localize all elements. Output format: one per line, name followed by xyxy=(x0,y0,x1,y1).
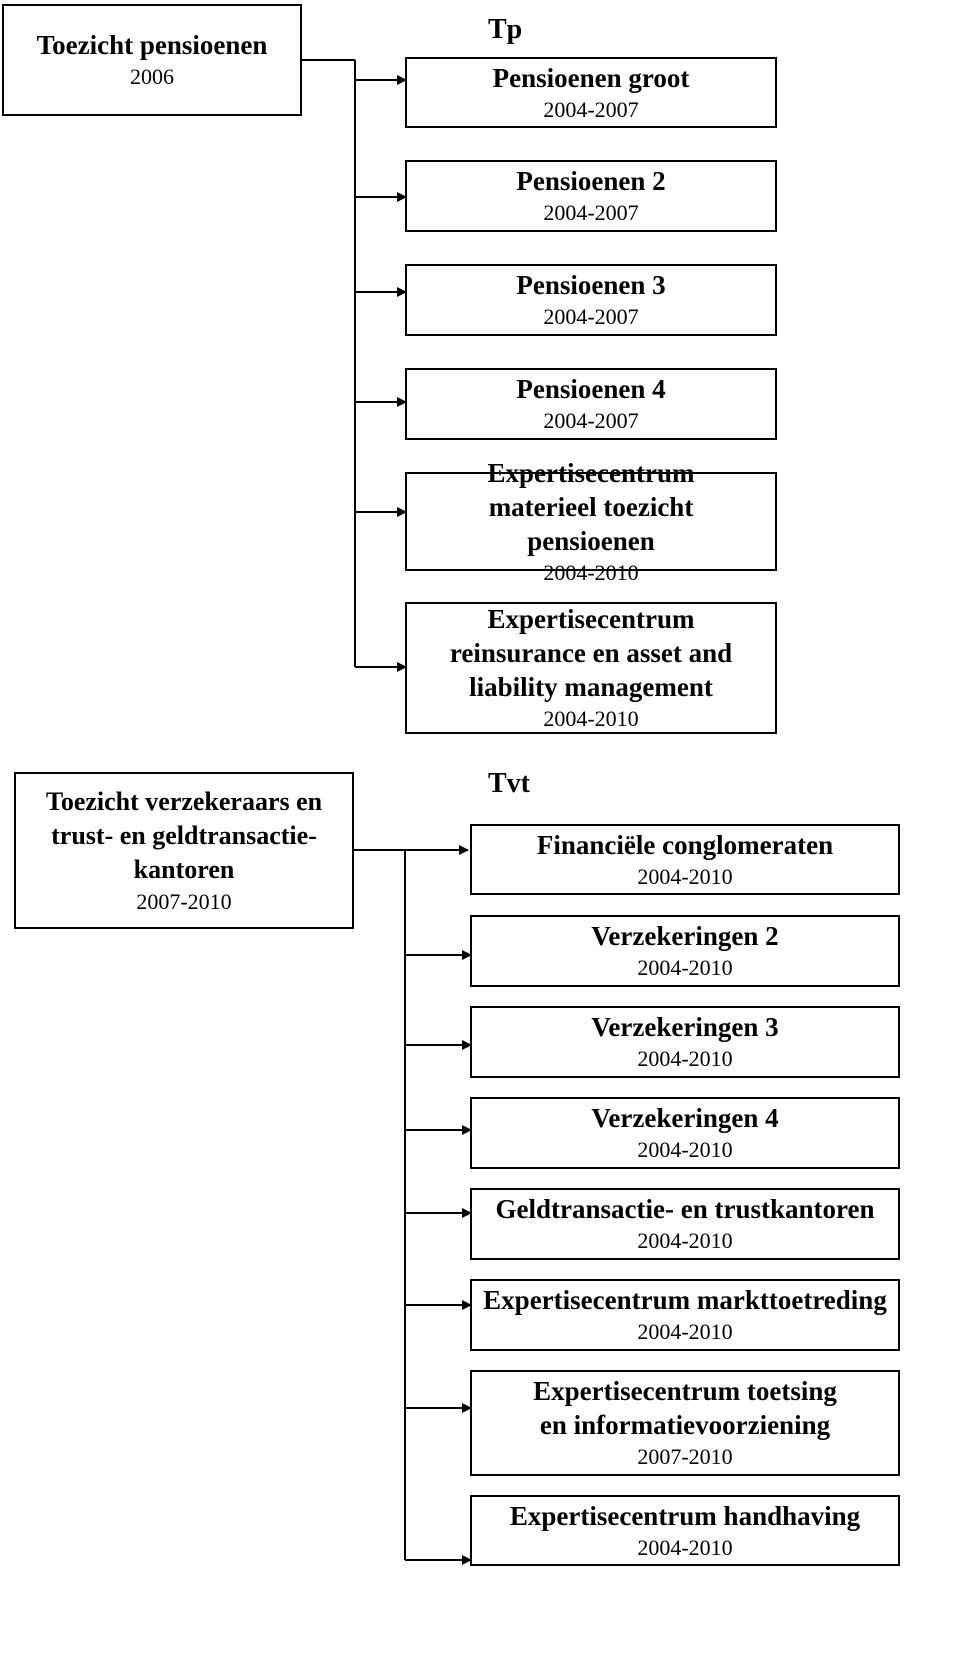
group-label-tp: Tp xyxy=(488,14,523,45)
child-box-expertisecentrum-materieel-toezicht xyxy=(405,457,777,585)
box-years: 2004-2010 xyxy=(637,955,733,980)
box-title: Financiële conglomeraten xyxy=(536,829,834,860)
child-box-pensioenen-3 xyxy=(405,264,777,336)
child-box-expertisecentrum-toetsing xyxy=(470,1370,900,1476)
box-years: 2006 xyxy=(130,64,174,89)
box-title: Pensioenen groot xyxy=(492,62,690,93)
box-title: Expertisecentrum materieel toezicht pensioenen xyxy=(487,457,695,556)
box-title: Verzekeringen 2 xyxy=(591,921,779,951)
box-title: Geldtransactie- en trustkantoren xyxy=(495,1194,875,1224)
parent-box-toezicht-verzekeraars xyxy=(14,772,354,929)
box-years: 2004-2007 xyxy=(543,408,639,433)
child-box-expertisecentrum-markttoetreding xyxy=(470,1279,900,1351)
box-title: Toezicht pensioenen xyxy=(36,30,268,60)
child-box-expertisecentrum-handhaving xyxy=(470,1495,900,1566)
box-years: 2004-2007 xyxy=(543,96,639,122)
child-box-verzekeringen-2 xyxy=(470,915,900,987)
box-years: 2004-2010 xyxy=(637,1319,733,1344)
child-box-pensioenen-groot xyxy=(405,57,777,128)
box-title: Verzekeringen 3 xyxy=(591,1012,779,1042)
box-years: 2004-2010 xyxy=(637,1534,733,1560)
child-box-pensioenen-4 xyxy=(405,368,777,440)
box-title: Verzekeringen 4 xyxy=(591,1103,779,1133)
child-box-financiele-conglomeraten xyxy=(470,824,900,895)
box-years: 2004-2010 xyxy=(543,559,639,585)
tvt-connectors xyxy=(353,850,471,1560)
child-box-verzekeringen-3 xyxy=(470,1006,900,1078)
box-title: Pensioenen 2 xyxy=(516,166,666,196)
box-years: 2004-2010 xyxy=(543,706,639,731)
parent-box-toezicht-pensioenen xyxy=(2,4,302,116)
child-box-pensioenen-2 xyxy=(405,160,777,232)
box-years: 2004-2007 xyxy=(543,200,639,225)
box-title: Expertisecentrum reinsurance en asset and liability management xyxy=(449,604,733,702)
group-label-tvt: Tvt xyxy=(488,768,530,799)
box-years: 2007-2010 xyxy=(637,1444,733,1469)
box-years: 2004-2007 xyxy=(543,304,639,329)
box-years: 2007-2010 xyxy=(136,888,232,914)
box-title: Toezicht verzekeraars en trust- en geldtransactie-kantoren xyxy=(45,786,323,884)
child-box-verzekeringen-4 xyxy=(470,1097,900,1169)
box-title: Pensioenen 4 xyxy=(516,374,666,404)
box-title: Expertisecentrum handhaving xyxy=(509,1500,861,1531)
child-box-expertisecentrum-reinsurance xyxy=(405,602,777,734)
child-box-geldtransactie-trustkantoren xyxy=(470,1188,900,1260)
box-years: 2004-2010 xyxy=(637,1137,733,1162)
box-title: Expertisecentrum toetsing en informatievoorziening xyxy=(533,1376,837,1440)
box-years: 2004-2010 xyxy=(637,1228,733,1253)
box-years: 2004-2010 xyxy=(637,863,733,889)
box-title: Pensioenen 3 xyxy=(516,270,666,300)
box-title: Expertisecentrum markttoetreding xyxy=(483,1285,887,1315)
box-years: 2004-2010 xyxy=(637,1046,733,1071)
tp-connectors xyxy=(301,60,406,667)
